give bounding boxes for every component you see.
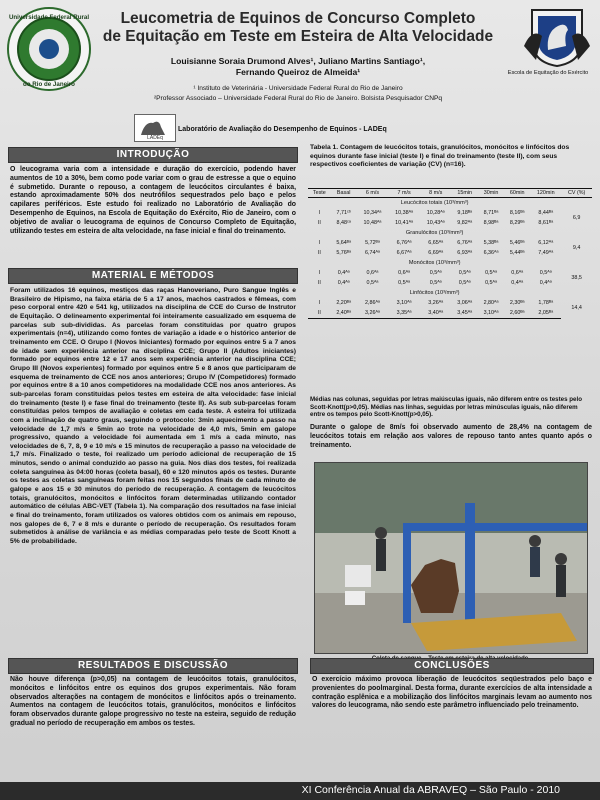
results-table — [308, 188, 592, 394]
table-row — [308, 308, 592, 319]
table-cell: 2,30ᴮᵃ — [509, 300, 525, 306]
table-cell: 3,35ᴬᵃ — [388, 308, 420, 319]
table-cell: 10,43ᴬᵃ — [426, 220, 445, 226]
table-cell: 5,72ᴮᵃ — [365, 240, 380, 246]
table-cell: I — [318, 210, 321, 216]
table-cell: 5,76ᴮᵃ — [336, 250, 352, 256]
results-header: RESULTADOS E DISCUSSÃO — [8, 658, 298, 674]
footer-bar — [0, 782, 600, 800]
results-text: Não houve diferença (p>0,05) na contagem de leucócitos totais, granulócitos, monócitos e linfócitos entre os equinos dos grupos experimentais. Não foram observados alterações na contagem de monócitos e linfócitos após o treinamento. Aumentos na contagem de leucócitos totais, granulócitos, monócitos e linfócitos foram observados durante galope progressivo no teste na esteira, seguido de redução gradual no período de recuperação em ambos os testes. — [10, 676, 296, 727]
affiliation-1: ¹ Instituto de Veterinária - Universidade Federal Rural do Rio de Janeiro — [193, 85, 403, 92]
table-cell: 0,4ᴬᵃ — [511, 280, 524, 286]
table-cell: 8,71ᴮᵃ — [483, 210, 499, 216]
table-cell: 0,5ᴬᵃ — [429, 280, 442, 286]
table-header-cell: 15min — [452, 189, 478, 198]
table-cell: 10,38ᴬᵃ — [395, 210, 414, 216]
table-row — [308, 268, 592, 278]
title-line-1: Leucometria de Equinos de Concurso Completo — [120, 10, 476, 27]
table-cell: II — [317, 280, 321, 286]
table-header-cell: 7 m/s — [388, 189, 420, 198]
table-cell: 10,34ᴬᵃ — [363, 210, 382, 216]
table-cell: 0,5ᴬᵃ — [429, 270, 442, 276]
table-row — [308, 218, 592, 228]
table-cell: 7,49ᴬᵃ — [538, 250, 554, 256]
table-cell: 2,05ᴮᵃ — [530, 308, 561, 319]
table-cell: 2,80ᴬᵃ — [483, 300, 499, 306]
table-cell: II — [317, 220, 321, 226]
affiliation-2: ²Professor Associado – Universidade Federal Rural do Rio de Janeiro. Bolsista Pesquisador CNPq — [153, 95, 443, 102]
table-cell: 3,40ᴬᵃ — [420, 308, 452, 319]
table-row — [308, 298, 592, 308]
lab-name: Laboratório de Avaliação do Desempenho de Equinos - LADEq — [178, 126, 387, 133]
table-cell: 6,12ᴬᵃ — [538, 240, 554, 246]
table-cell: 8,98ᴮᵃ — [483, 220, 499, 226]
table-cell: 8,29ᴮᵃ — [509, 220, 525, 226]
table-header-cell: 120min — [530, 189, 561, 198]
table-cell: 5,46ᴮᵃ — [509, 240, 525, 246]
methods-text: Foram utilizados 16 equinos, mestiços das raças Hanoveriano, Puro Sangue Inglês e Brasileiro de Hipismo, na faixa etária de 5 a 17 anos, machos castrados e fêmeas, com peso corporal entre 420 e 541 kg, utilizados na disciplina de CCE do Curso de Instrutor de Equitação. O delineamento experimental foi inteiramente casualizado em esquema de parcelas sub sub-divididas. As parcelas foram constituídas por quatro grupos experimentais (n=4), utilizando como fontes de variação a idade e o histórico anterior de treinamento em CCE. O Grupo I (Novos Iniciantes) formado por equinos entre 5 a 7 anos de idade sem experiência anterior na disciplina CCE; Grupo II (Adultos iniciantes) formado por equinos entre 12 e 17 anos sem experiência anterior na disciplina CCE; Grupo III (Novos experientes) formado por equinos entre 5 e 8 anos que participaram de esquema de treinamento de CCE nos anos anteriores; Grupo IV (Competidores) formado por equinos entre 8 a 10 anos competidores na modalidade CCE nos anos anteriores. As sub-parcelas foram constituídas pelos testes em esteira de alta velocidade: fase inicial do treinamento (teste I) e fase final do treinamento (teste II). As sub sub-parcelas foram constituídas pelos tempos de avaliação e coletas em cada teste. A esteira foi utilizada com a inclinação de quatro graus, seguindo o protocolo: 3min aquecimento a passo na velocidade de 1,7 m/s e 5min ao trote na velocidade de 4,0 m/s, 5min em galope progressivo, quando a velocidade foi aumentada em 1 m/s a cada minuto, nas velocidades de 6, 7, 8, 9 e 10 m/s e 15 minutos de recuperação a passo na velocidade de 1,7 m/s. Finalizado o teste, foi realizado um período adicional de recuperação de 15 minutos, sendo o animal conduzido ao passo na guia. Nos dias dos testes, foi realizada coleta sanguínea às 04:00 horas (coleta basal), 60 e 120 minutos após os testes. Durante os testes as coletas sanguíneas foram feitas nos 15 segundos finais de cada minuto de galope e aos 15 e 30 minutos do período de recuperação. A contagem de leucócitos totais, granulócitos, monócitos e linfócitos foram determinadas utilizando contador automático de células ABC-VET (Tabela 1). Na comparação dos resultados na fase inicial e final do treinamento, foram utilizados os valores obtidos com os animais em repouso, nos galopes de 6, 7 e 8 m/s e durante o período de recuperação. Os resultados foram submetidos à análise de variância e as médias comparadas pelo teste de Scott Knott a 5% de probabilidade. — [10, 287, 296, 546]
table-row — [308, 238, 592, 248]
table-cell: 6,74ᴬᵃ — [364, 250, 380, 256]
table-cell: 3,45ᴬᵃ — [452, 308, 478, 319]
table-cv-cell: 6,9 — [572, 215, 581, 221]
army-school-logo — [522, 6, 592, 68]
table-cell: 0,5ᴬᵃ — [485, 280, 498, 286]
ladeq-logo-text: LADEq — [147, 135, 163, 141]
table-cell: 3,10ᴬᵃ — [396, 300, 412, 306]
table-cell: 5,38ᴮᵃ — [483, 240, 499, 246]
table-cell: 3,26ᴬᵃ — [428, 300, 444, 306]
table-cell: 10,28ᴬᵃ — [426, 210, 445, 216]
table-cv-cell: 9,4 — [572, 245, 581, 251]
table-cell: 8,16ᴮᵃ — [509, 210, 525, 216]
table-cell: 2,20ᴮᵃ — [336, 300, 352, 306]
table-group-label-row — [308, 228, 592, 238]
table-cell: 6,69ᴬᵃ — [428, 250, 444, 256]
table-cell: 3,10ᴬᵃ — [478, 308, 504, 319]
table-cell: 5,64ᴮᵃ — [336, 240, 352, 246]
table-cell: I — [318, 240, 321, 246]
table-group-label: Leucócitos totais (10³/mm³) — [400, 200, 469, 206]
table-cell: 3,06ᴬᵃ — [457, 300, 473, 306]
table-cell: 0,6ᴬᵃ — [398, 270, 411, 276]
intro-text: O leucograma varia com a intensidade e duração do exercício, podendo haver aumentos de 10 a 30%, bem como pode variar com o grau de estresse a que o equino é submetido. Durante o repouso, a contagem de leucócitos circulantes é baixa, estando aproximadamente 50% dos neutrófilos sequestrados pelo baço e pelos capilares periféricos. Este estudo foi realizado no Laboratório de Avaliação do Desempenho de Equinos, na Escola de Equitação do Exército, Rio de Janeiro, com o objetivo de avaliar o leucograma de equinos de Concurso Completo de Equitação, utilizando testes em esteira de alta velocidade, na fase inicial e final do treinamento. — [10, 166, 296, 235]
table-cell: 0,4ᴬᵃ — [337, 270, 350, 276]
table-cell: 8,48ᶜᵃ — [336, 220, 351, 226]
table-header-cell: CV (%) — [561, 189, 592, 198]
table-header-cell: 8 m/s — [420, 189, 452, 198]
methods-header: MATERIAL E MÉTODOS — [8, 268, 298, 284]
table-cell: 0,5ᴬᵃ — [458, 280, 471, 286]
table-cell: I — [318, 270, 321, 276]
poster-title — [96, 10, 500, 46]
table-cell: 0,5ᴬᵃ — [366, 280, 379, 286]
table-cell: 6,36ᴬᵃ — [483, 250, 499, 256]
table-note: Médias nas colunas, seguidas por letras maiúsculas iguais, não diferem entre os testes pelo Scott-Knott(p>0,05). Médias nas linhas, seguidas por letras minúsculas iguais, não diferem entre os tempos pelo Scott-Knott(p>0,05). — [310, 396, 582, 419]
conclusion-header: CONCLUSÕES — [310, 658, 594, 674]
table-cell: 0,6ᴬᵃ — [366, 270, 379, 276]
logo-text-top: Universidade Federal Rural — [8, 14, 90, 21]
title-line-2: de Equitação em Teste em Esteira de Alta Velocidade — [102, 28, 494, 45]
table-cell: 0,4ᴬᵃ — [337, 280, 350, 286]
table-row — [308, 248, 592, 258]
table-group-label: Monócitos (10³/mm³) — [408, 260, 461, 266]
army-school-caption: Escola de Equitação do Exército — [507, 70, 589, 76]
table-cell: 3,26ᴬᵃ — [357, 308, 389, 319]
footer-text: XI Conferência Anual da ABRAVEQ – São Paulo - 2010 — [301, 784, 560, 796]
table-cell: 9,18ᴮᵃ — [457, 210, 473, 216]
table-header-row — [308, 189, 592, 198]
table-cell: 0,5ᴬᵃ — [458, 270, 471, 276]
table-cell: 6,65ᴬᵃ — [428, 240, 444, 246]
table-cell: 8,61ᴮᵃ — [538, 220, 554, 226]
table-cell: 6,67ᴬᵃ — [396, 250, 412, 256]
table-cell: 7,71ᶜᵇ — [336, 210, 351, 216]
table-cell: 0,5ᴬᵃ — [539, 270, 552, 276]
table-cell: 2,86ᴬᵃ — [364, 300, 380, 306]
authors-line-1: Louisianne Soraia Drumond Alves¹, Juliano Martins Santiago¹, — [170, 56, 426, 66]
table-cell: 5,44ᴮᵃ — [509, 250, 525, 256]
table-cell: II — [308, 308, 331, 319]
table-cell: 6,76ᴬᵃ — [457, 240, 473, 246]
conclusion-text: O exercício máximo provoca liberação de leucócitos seqüestrados pelo baço e provenientes do poolmarginal. Desta forma, durante exercícios de alta intensidade a contração esplênica e a mobilização dos linfócitos marginais levam ao aumento nos valores do leucograma, não sendo este parâmetro influenciado pelo treinamento. — [312, 676, 592, 710]
table-cv-cell: 14,4 — [571, 305, 582, 312]
table-row — [308, 278, 592, 288]
table-cell: II — [317, 250, 321, 256]
table-cell: 8,44ᴮᵃ — [538, 210, 554, 216]
table-caption: Tabela 1. Contagem de leucócitos totais, granulócitos, monócitos e linfócitos dos equinos durante fase inicial (teste I) e final do treinamento (teste II), com seus respectivos coeficientes de variação (CV) (n=16). — [310, 144, 570, 168]
table-header-cell: 6 m/s — [357, 189, 389, 198]
table-header-cell: Basal — [331, 189, 357, 198]
treadmill-photo — [314, 462, 588, 654]
table-cell: 0,4ᴬᵃ — [539, 280, 552, 286]
table-cell: 2,60ᴮᵃ — [504, 308, 530, 319]
affiliations — [96, 84, 500, 104]
table-header-cell: Teste — [308, 189, 331, 198]
table-header-cell: 60min — [504, 189, 530, 198]
table-cell: 9,82ᴬᵃ — [457, 220, 473, 226]
ufrrj-logo — [6, 6, 92, 92]
authors-line-2: Fernando Queiroz de Almeida¹ — [235, 67, 361, 77]
intro-header: INTRODUÇÃO — [8, 147, 298, 163]
table-group-label-row — [308, 198, 592, 209]
table-cell: 0,5ᴬᵃ — [485, 270, 498, 276]
table-row — [308, 208, 592, 218]
table-cell: 10,48ᴬᵃ — [363, 220, 382, 226]
table-header-cell: 30min — [478, 189, 504, 198]
table-cell: I — [318, 300, 321, 306]
logo-text-bottom: do Rio de Janeiro — [23, 81, 75, 88]
gallop-text: Durante o galope de 8m/s foi observado aumento de 28,4% na contagem de leucócitos totais em relação aos valores de repouso tanto antes quanto após o treinamento. — [310, 424, 592, 449]
table-cell: 2,40ᴮᵃ — [331, 308, 357, 319]
table-group-label: Granulócitos (10³/mm³) — [405, 230, 464, 236]
table-cv-cell: 38,5 — [571, 275, 582, 281]
table-cell: 6,93ᴬᵃ — [457, 250, 473, 256]
table-group-label-row — [308, 288, 592, 298]
table-cell: 10,41ᴬᵃ — [395, 220, 414, 226]
table-group-label-row — [308, 258, 592, 268]
table-group-label: Linfócitos (10³/mm³) — [409, 290, 460, 296]
table-cell: 0,6ᴬᵃ — [511, 270, 524, 276]
authors — [96, 56, 500, 78]
ladeq-logo — [134, 114, 176, 142]
table-cell: 0,5ᴬᵃ — [398, 280, 411, 286]
table-cell: 6,76ᴬᵃ — [396, 240, 412, 246]
table-cell: 1,78ᴮᵃ — [538, 300, 554, 306]
